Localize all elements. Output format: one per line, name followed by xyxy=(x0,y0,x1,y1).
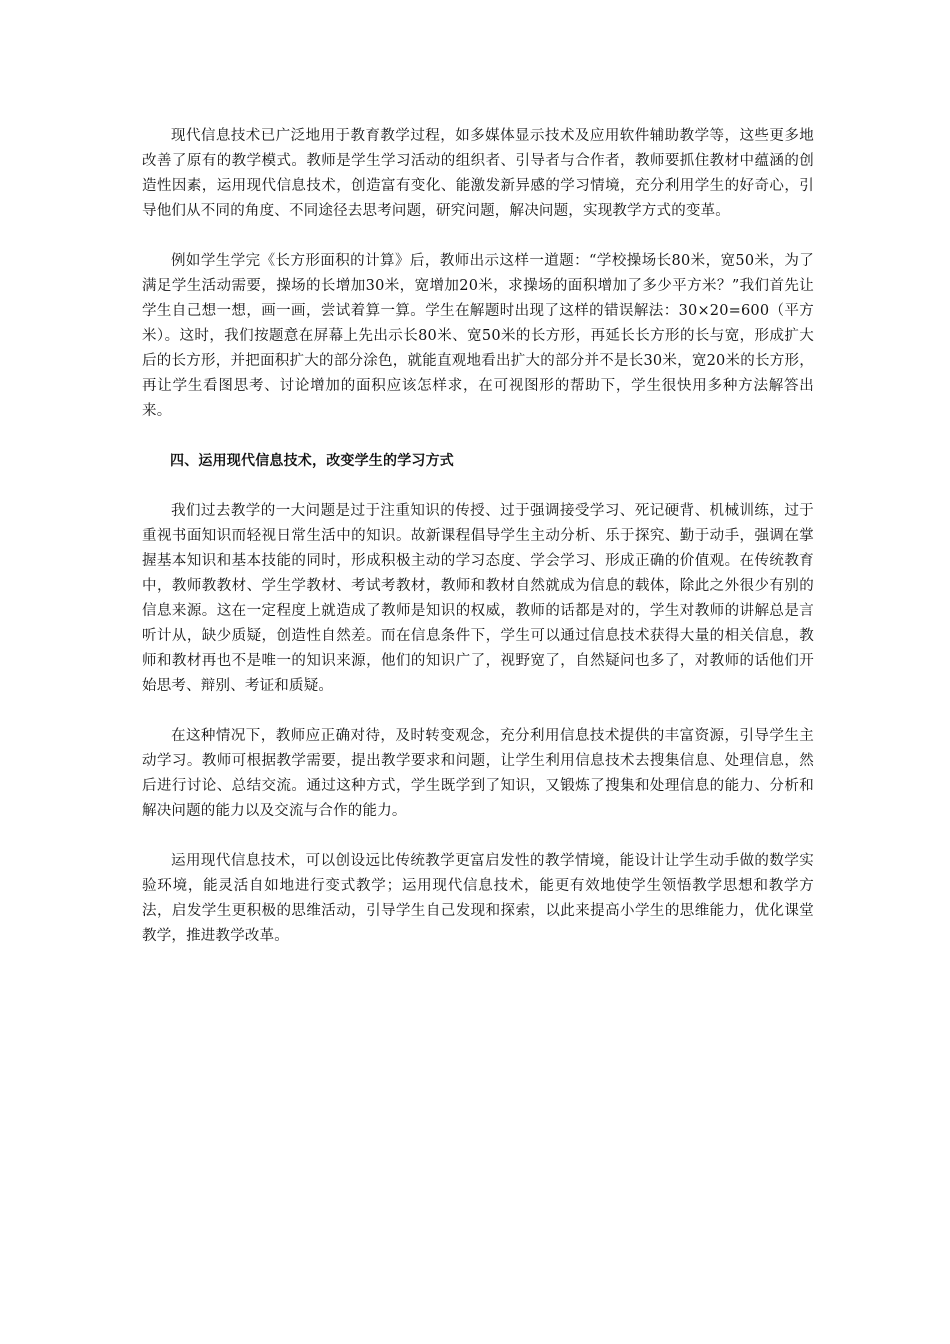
section-heading: 四、运用现代信息技术，改变学生的学习方式 xyxy=(170,453,454,469)
paragraph-2: 例如学生学完《长方形面积的计算》后，教师出示这样一道题：“学校操场长80米，宽50米，为了满足学生活动需要，操场的长增加30米，宽增加20米，求操场的面积增加了多少平方米？”我们首先让学生自己想一想，画一画，尝试着算一算。学生在解题时出现了这样的错误解法：30×20=600（平方米）。这时，我们按题意在屏幕上先出示长80米、宽50米的长方形，再延长长方形的长与宽，形成扩大后的长方形，并把面积扩大的部分涂色，就能直观地看出扩大的部分并不是长30米，宽20米的长方形，再让学生看图思考、讨论增加的面积应该怎样求，在可视图形的帮助下，学生很快用多种方法解答出来。 xyxy=(142,253,814,419)
paragraph-5: 运用现代信息技术，可以创设远比传统教学更富启发性的教学情境，能设计让学生动手做的数学实验环境，能灵活自如地进行变式教学；运用现代信息技术，能更有效地使学生领悟教学思想和教学方法，启发学生更积极的思维活动，引导学生自己发现和探索，以此来提高小学生的思维能力，优化课堂教学，推进教学改革。 xyxy=(142,853,814,944)
document-body xyxy=(142,124,814,974)
paragraph-1: 现代信息技术已广泛地用于教育教学过程，如多媒体显示技术及应用软件辅助教学等，这些更多地改善了原有的教学模式。教师是学生学习活动的组织者、引导者与合作者，教师要抓住教材中蕴涵的创造性因素，运用现代信息技术，创造富有变化、能激发新异感的学习情境，充分利用学生的好奇心，引导他们从不同的角度、不同途径去思考问题，研究问题，解决问题，实现教学方式的变革。 xyxy=(142,128,814,219)
paragraph-4: 在这种情况下，教师应正确对待，及时转变观念，充分利用信息技术提供的丰富资源，引导学生主动学习。教师可根据教学需要，提出教学要求和问题，让学生利用信息技术去搜集信息、处理信息，然后进行讨论、总结交流。通过这种方式，学生既学到了知识，又锻炼了搜集和处理信息的能力、分析和解决问题的能力以及交流与合作的能力。 xyxy=(142,728,814,819)
paragraph-3: 我们过去教学的一大问题是过于注重知识的传授、过于强调接受学习、死记硬背、机械训练，过于重视书面知识而轻视日常生活中的知识。故新课程倡导学生主动分析、乐于探究、勤于动手，强调在掌握基本知识和基本技能的同时，形成积极主动的学习态度、学会学习、形成正确的价值观。在传统教育中，教师教教材、学生学教材、考试考教材，教师和教材自然就成为信息的载体，除此之外很少有别的信息来源。这在一定程度上就造成了教师是知识的权威，教师的话都是对的，学生对教师的讲解总是言听计从，缺少质疑，创造性自然差。而在信息条件下，学生可以通过信息技术获得大量的相关信息，教师和教材再也不是唯一的知识来源，他们的知识广了，视野宽了，自然疑问也多了，对教师的话他们开始思考、辩别、考证和质疑。 xyxy=(142,503,814,694)
